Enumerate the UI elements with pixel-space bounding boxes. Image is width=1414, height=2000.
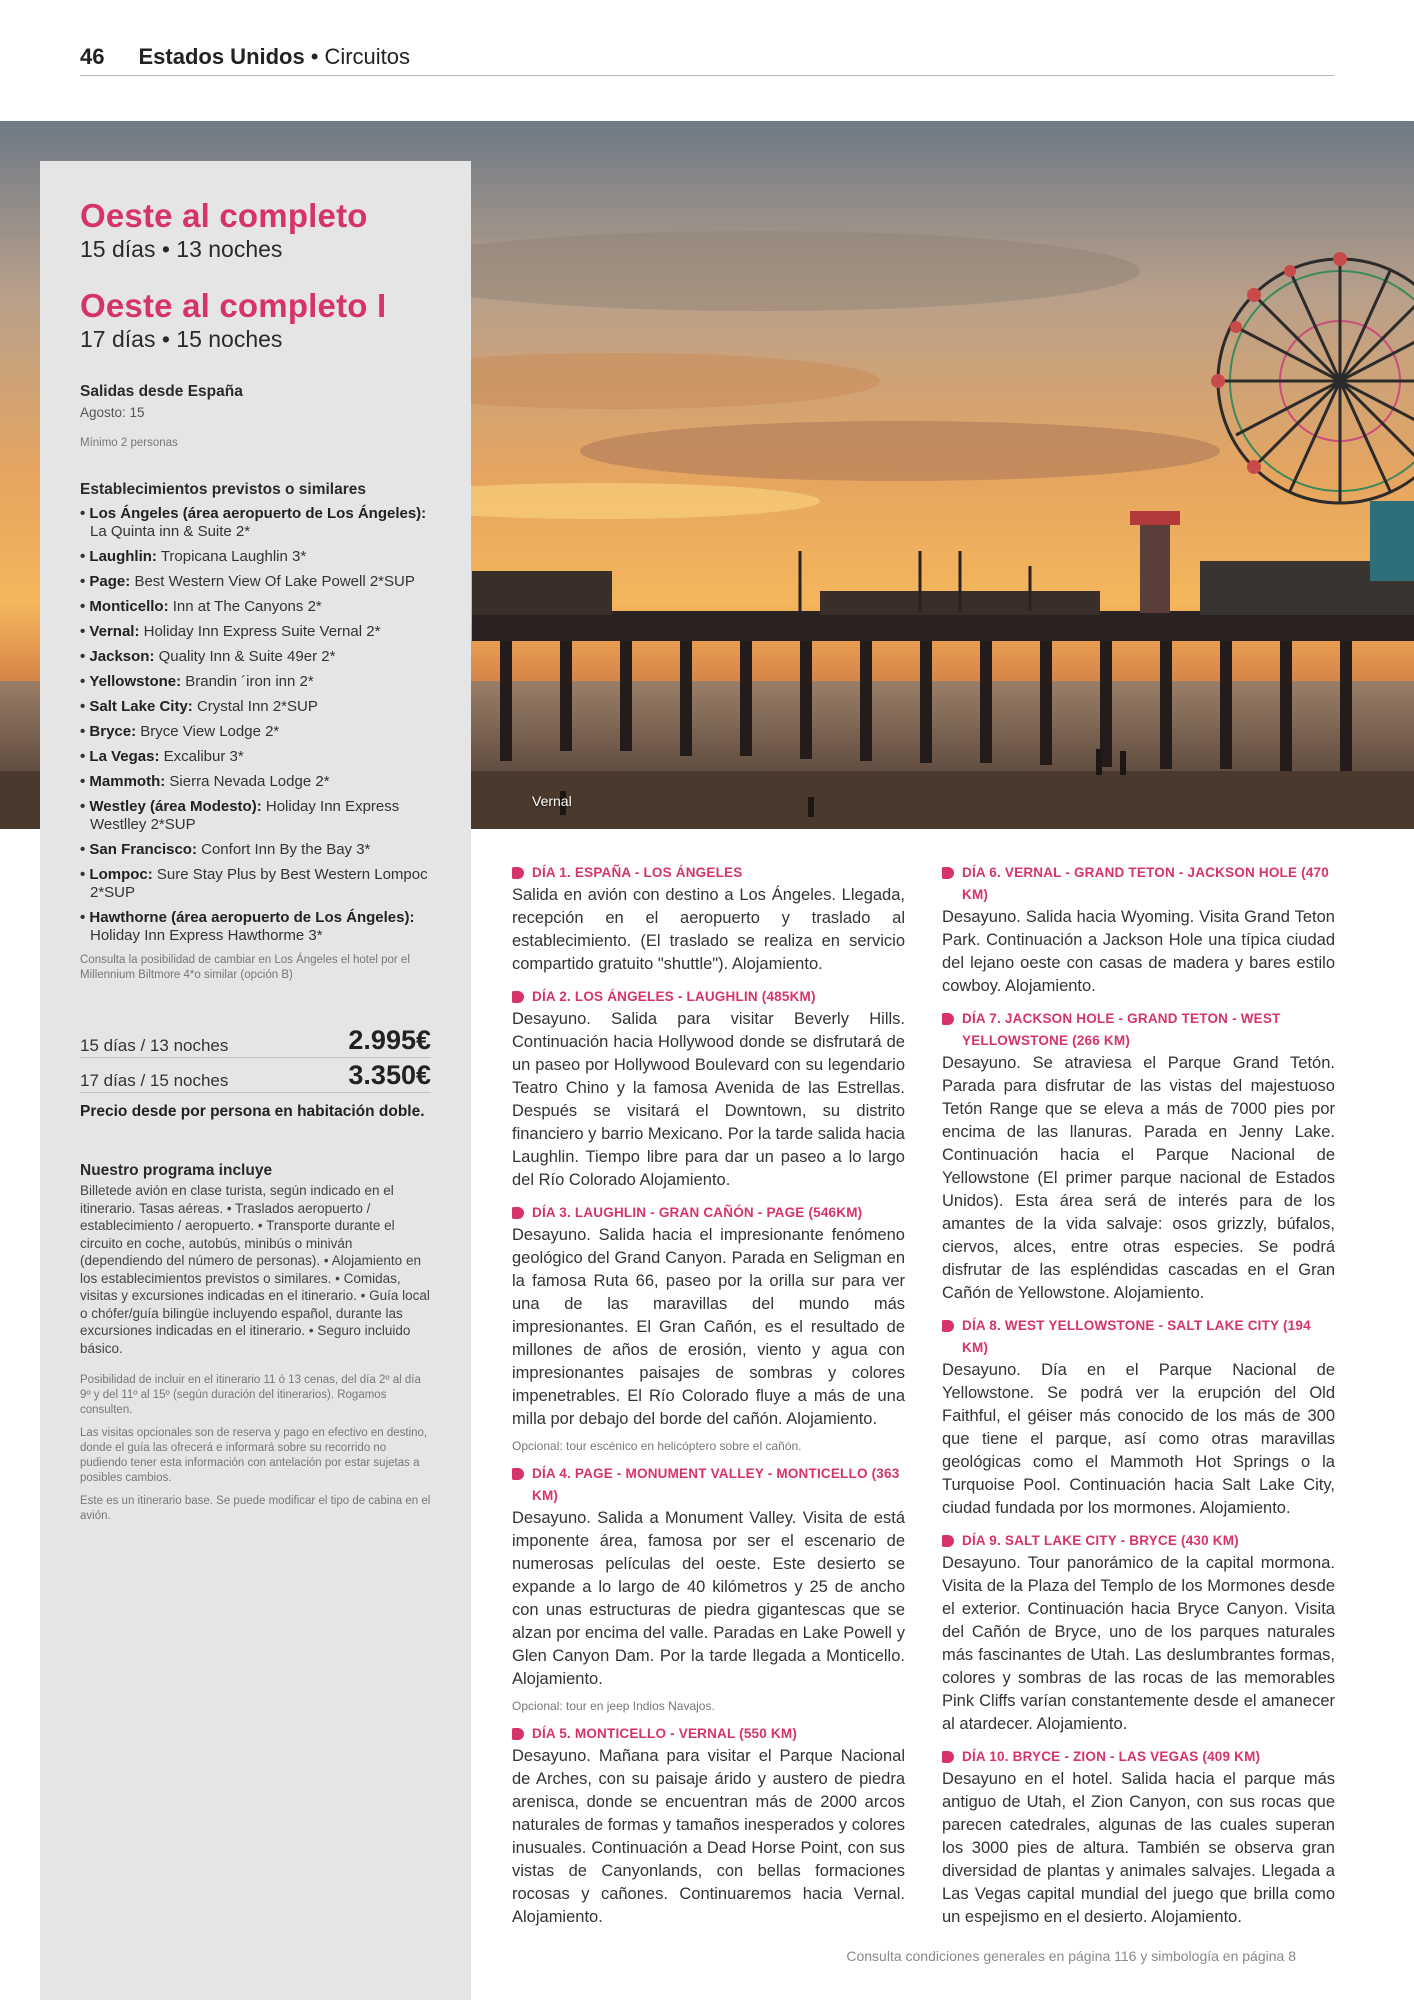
hotel-name: Confort Inn By the Bay 3*: [196, 841, 371, 858]
hotel-city: Bryce:: [89, 723, 137, 740]
hotel-item: [80, 798, 431, 834]
day-title: DÍA 8. WEST YELLOWSTONE - SALT LAKE CITY (194 KM): [942, 1315, 1335, 1359]
itinerary-day: [942, 1008, 1335, 1305]
itinerary-column-2: [942, 862, 1335, 1939]
hotel-item: [80, 673, 431, 691]
header-section: Circuitos: [324, 44, 411, 69]
day-text: Desayuno. Mañana para visitar el Parque Nacional de Arches, con su paisaje árido y austero de piedra arenisca, donde se encuentran más de 2000 arcos naturales de formas y tamaños inesperados y colores inusuales. Continuación a Dead Horse Point, con sus vistas de Canyonlands, con bellas formaciones rocosas y cañones. Continuaremos hacia Vernal. Alojamiento.: [512, 1747, 905, 1926]
hotel-city: Hawthorne (área aeropuerto de Los Ángeles):: [89, 909, 415, 926]
min-people: Mínimo 2 personas: [80, 437, 178, 449]
header-country: Estados Unidos: [138, 44, 305, 69]
itinerary-day: [512, 986, 905, 1192]
page-number: 46: [80, 44, 105, 69]
hotel-city: Page:: [89, 573, 131, 590]
price-value: 2.995€: [348, 1025, 431, 1055]
hotel-name: Bryce View Lodge 2*: [136, 723, 280, 740]
hotel-item: [80, 548, 431, 566]
hotel-name: Excalibur 3*: [159, 748, 244, 765]
hotel-name: Sure Stay Plus by Best Western Lompoc 2*SUP: [90, 866, 428, 901]
hotel-name: Crystal Inn 2*SUP: [192, 698, 318, 715]
day-title: DÍA 2. LOS ÁNGELES - LAUGHLIN (485KM): [512, 986, 905, 1008]
hotel-city: Los Ángeles (área aeropuerto de Los Ángeles):: [89, 505, 427, 522]
day-text: Salida en avión con destino a Los Ángeles. Llegada, recepción en el aeropuerto y traslado al establecimiento. (El traslado se realiza en servicio compartido gratuito "shuttle"). Alojamiento.: [512, 886, 905, 973]
tour2-title: Oeste al completo I: [80, 287, 387, 324]
day-title: DÍA 4. PAGE - MONUMENT VALLEY - MONTICELLO (363 KM): [512, 1463, 905, 1507]
hotel-city: Yellowstone:: [89, 673, 182, 690]
hotel-name: Holiday Inn Express Suite Vernal 2*: [139, 623, 381, 640]
day-title: DÍA 9. SALT LAKE CITY - BRYCE (430 KM): [942, 1530, 1335, 1552]
price-value: 3.350€: [348, 1060, 431, 1090]
departures-heading: Salidas desde España: [80, 383, 243, 400]
day-title: DÍA 7. JACKSON HOLE - GRAND TETON - WEST YELLOWSTONE (266 KM): [942, 1008, 1335, 1052]
photo-caption: Vernal: [532, 793, 572, 809]
day-text: Desayuno. Salida hacia Wyoming. Visita Grand Teton Park. Continuación a Jackson Hole una típica ciudad del lejano oeste con casas de madera y bares estilo cowboy. Alojamiento.: [942, 908, 1335, 995]
hotels-heading: Establecimientos previstos o similares: [80, 481, 367, 498]
hotel-item: [80, 841, 431, 859]
day-title: DÍA 1. ESPAÑA - LOS ÁNGELES: [512, 862, 905, 884]
price-row: [80, 1023, 431, 1058]
hotel-item: [80, 723, 431, 741]
itinerary-day: [942, 1315, 1335, 1520]
includes-text: Billetede avión en clase turista, según indicado en el itinerario. Tasas aéreas. • Traslados aeropuerto / establecimiento / aeropuerto. • Transporte durante el circuito en coche, autobús, minibús o miniván (dependiendo del número de personas). • Alojamiento en los establecimientos previstos o similares. • Comidas, visitas y excursiones indicadas en el itinerario. • Guía local o chófer/guía bilingüe incluyendo español, durante las excursiones indicadas en el itinerario. • Seguro incluido básico.: [80, 1183, 430, 1356]
hotel-name: Holiday Inn Express Westlley 2*SUP: [90, 798, 400, 833]
hotel-city: Lompoc:: [89, 866, 153, 883]
departures-value: Agosto: 15: [80, 405, 145, 420]
hotel-name: Inn at The Canyons 2*: [168, 598, 322, 615]
hotel-name: Quality Inn & Suite 49er 2*: [154, 648, 336, 665]
hotel-name: Holiday Inn Express Hawthorme 3*: [90, 927, 323, 944]
day-text: Desayuno. Día en el Parque Nacional de Yellowstone. Se podrá ver la erupción del Old Faithful, el géiser más conocido de los más de 300 que tiene el parque, así como otras maravillas geológicas como el Mammoth Hot Springs o la Turquoise Pool. Continuación hacia Salt Lake City, ciudad fundada por los mormones. Alojamiento.: [942, 1361, 1335, 1517]
footer-note: Consulta condiciones generales en página 116 y simbología en página 8: [846, 1948, 1296, 1964]
tour2-duration: 17 días • 15 noches: [80, 326, 283, 352]
hotel-city: Salt Lake City:: [89, 698, 193, 715]
price-note: Precio desde por persona en habitación doble.: [80, 1103, 425, 1120]
itinerary-day: [942, 1746, 1335, 1929]
note-base-itinerary: Este es un itinerario base. Se puede modificar el tipo de cabina en el avión.: [80, 1495, 431, 1522]
hotel-city: Vernal:: [89, 623, 140, 640]
header-separator: •: [310, 44, 319, 69]
note-dinners: Posibilidad de incluir en el itinerario 11 ó 13 cenas, del día 2º al día 9º y del 11º al 15º (según duración del itinerarios). Rogamos consulten.: [80, 1374, 421, 1416]
day-optional: Opcional: tour en jeep Indios Navajos.: [512, 1699, 715, 1713]
hotel-city: La Vegas:: [89, 748, 160, 765]
hotel-city: Monticello:: [89, 598, 169, 615]
day-text: Desayuno. Salida para visitar Beverly Hills. Continuación hacia Hollywood donde se disfrutará de un paseo por Hollywood Boulevard con su legendario Teatro Chino y la famosa Avenida de las Estrellas. Después se visitará el Downtown, su distrito financiero y barrio Mexicano. Por la tarde salida hacia Laughlin. Tiempo libre para dar un paseo a lo largo del Río Colorado Alojamiento.: [512, 1010, 905, 1189]
sidebar: [40, 161, 471, 2000]
hotel-name: Best Western View Of Lake Powell 2*SUP: [130, 573, 415, 590]
hotel-item: [80, 648, 431, 666]
itinerary-column-1: [512, 862, 905, 1939]
price-label: 17 días / 15 noches: [80, 1071, 229, 1090]
itinerary-day: [512, 862, 905, 976]
itinerary-day: [942, 1530, 1335, 1736]
day-text: Desayuno. Salida a Monument Valley. Visita de está imponente área, famosa por ser el escenario de numerosas películas del oeste. Este desierto se expande a lo largo de 40 kilómetros y 25 de ancho con unas estructuras de piedra gigantescas que se alzan por encima del valle. Paradas en Lake Powell y Glen Canyon Dam. Por la tarde llegada a Monticello. Alojamiento.: [512, 1509, 905, 1688]
day-title: DÍA 6. VERNAL - GRAND TETON - JACKSON HOLE (470 KM): [942, 862, 1335, 906]
hotel-note: Consulta la posibilidad de cambiar en Los Ángeles el hotel por el Millennium Biltmore 4*o similar (opción B): [80, 954, 410, 981]
hotel-item: [80, 866, 431, 902]
hotel-item: [80, 698, 431, 716]
tour1-title: Oeste al completo: [80, 197, 368, 234]
hotel-city: Westley (área Modesto):: [89, 798, 262, 815]
hotel-item: [80, 573, 431, 591]
hotel-item: [80, 773, 431, 791]
itinerary-day: [942, 862, 1335, 998]
itinerary-day: [512, 1202, 905, 1453]
day-text: Desayuno en el hotel. Salida hacia el parque más antiguo de Utah, el Zion Canyon, con sus rocas que parecen catedrales, algunas de las cuales superan los 3000 pies de altura. También se observa gran diversidad de plantas y animales salvajes. Llegada a Las Vegas capital mundial del juego que brilla como un espejismo en el desierto. Alojamiento.: [942, 1770, 1335, 1926]
hotel-item: [80, 598, 431, 616]
hotel-item: [80, 748, 431, 766]
day-title: DÍA 5. MONTICELLO - VERNAL (550 KM): [512, 1723, 905, 1745]
hotel-name: Brandin ´iron inn 2*: [181, 673, 314, 690]
hotel-city: Laughlin:: [89, 548, 157, 565]
hotel-item: [80, 505, 431, 541]
day-text: Desayuno. Se atraviesa el Parque Grand Tetón. Parada para disfrutar de las vistas del majestuoso Tetón Range que se eleva a más de 7000 pies por encima de las llanuras. Parada en Jenny Lake. Continuación hacia el Parque Nacional de Yellowstone (El primer parque nacional de Estados Unidos). Esta área será de interés para de los amantes de la vida salvaje: osos grizzly, búfalos, ciervos, alces, entre otras especies. Se podrá disfrutar de las espléndidas cascadas en el Gran Cañón de Yellowstone. Alojamiento.: [942, 1054, 1335, 1302]
page-header: [80, 44, 1334, 76]
itinerary-day: [512, 1463, 905, 1713]
day-optional: Opcional: tour escénico en helicóptero sobre el cañón.: [512, 1439, 802, 1453]
includes-heading: Nuestro programa incluye: [80, 1162, 273, 1179]
price-label: 15 días / 13 noches: [80, 1036, 229, 1055]
tour1-duration: 15 días • 13 noches: [80, 236, 283, 262]
note-optional-visits: Las visitas opcionales son de reserva y pago en efectivo en destino, donde el guía las ofrecerá e informará sobre su recorrido no pudiendo tener esta información con antelación por estar sujetas a posibles cambios.: [80, 1427, 428, 1484]
hotel-list: [80, 505, 431, 945]
hotel-item: [80, 623, 431, 641]
price-row: [80, 1058, 431, 1093]
day-text: Desayuno. Salida hacia el impresionante fenómeno geológico del Grand Canyon. Parada en Seligman en la famosa Ruta 66, paseo por la orilla sur para ver una de las maravillas del mundo más impresionantes. El Gran Cañón, es el resultado de millones de años de erosión, viento y agua con impresionantes paisajes de sombras y colores impenetrables. El Río Colorado fluye a más de una milla por debajo del borde del cañón. Alojamiento.: [512, 1226, 905, 1428]
itinerary-day: [512, 1723, 905, 1929]
hotel-city: Jackson:: [89, 648, 155, 665]
hotel-city: San Francisco:: [89, 841, 197, 858]
hotel-name: Sierra Nevada Lodge 2*: [165, 773, 330, 790]
hotel-name: La Quinta inn & Suite 2*: [90, 523, 251, 540]
day-text: Desayuno. Tour panorámico de la capital mormona. Visita de la Plaza del Templo de los Mormones desde el exterior. Continuación hacia Bryce Canyon. Visita del Cañón de Bryce, uno de los parques naturales más fascinantes de Utah. Las deslumbrantes formas, colores y sombras de las rocas de las memorables Pink Cliffs varían constantemente desde el amanecer al atardecer. Alojamiento.: [942, 1554, 1335, 1733]
day-title: DÍA 3. LAUGHLIN - GRAN CAÑÓN - PAGE (546KM): [512, 1202, 905, 1224]
hotel-item: [80, 909, 431, 945]
day-title: DÍA 10. BRYCE - ZION - LAS VEGAS (409 KM): [942, 1746, 1335, 1768]
hotel-name: Tropicana Laughlin 3*: [156, 548, 307, 565]
hotel-city: Mammoth:: [89, 773, 166, 790]
